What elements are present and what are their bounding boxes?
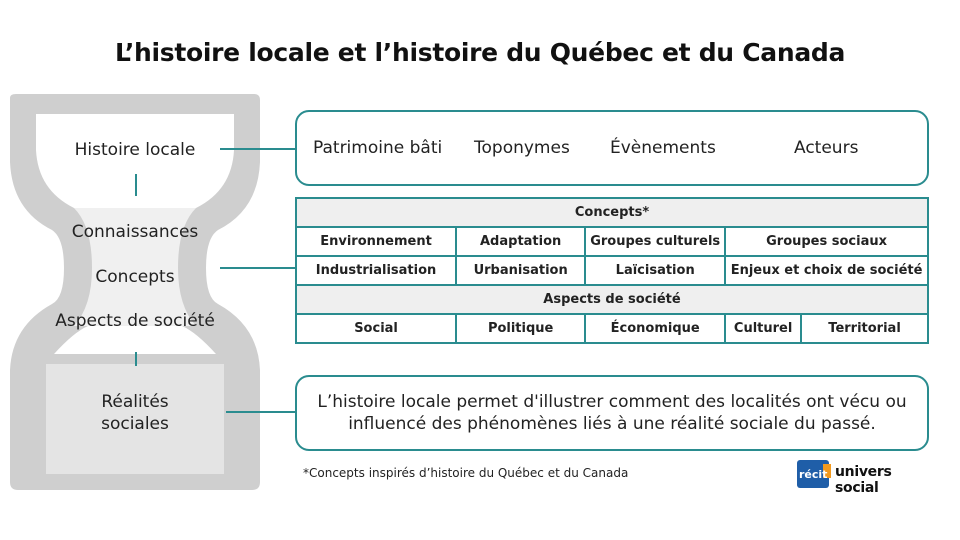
social-reality-box	[295, 375, 929, 451]
recit-badge-icon	[795, 456, 835, 492]
concept-cell: Environnement	[296, 227, 456, 256]
aspects-header: Aspects de société	[296, 285, 928, 314]
logo-text: univers social	[835, 464, 892, 496]
element-patrimoine: Patrimoine bâti	[313, 138, 443, 158]
concept-cell: Urbanisation	[456, 256, 585, 285]
hourglass-middle-label-2: Concepts	[95, 267, 175, 287]
recit-badge-text: récit	[799, 468, 828, 481]
concept-cell: Groupes culturels	[585, 227, 725, 256]
local-history-elements-box	[295, 110, 929, 186]
aspect-cell: Social	[296, 314, 456, 343]
concept-cell: Industrialisation	[296, 256, 456, 285]
recit-logo	[795, 456, 925, 496]
connector-concepts-table	[220, 267, 296, 269]
social-reality-line-2: influencé des phénomènes liés à une réalité sociale du passé.	[348, 414, 876, 434]
social-reality-text	[297, 377, 927, 449]
social-reality-line-1: L’histoire locale permet d'illustrer comment des localités ont vécu ou	[317, 392, 907, 412]
hourglass-bottom-label-1: Réalités	[101, 392, 169, 412]
hourglass-connector-bottom	[135, 352, 137, 366]
page-title: L’histoire locale et l’histoire du Québec et du Canada	[114, 38, 846, 67]
hourglass-connector-top	[135, 174, 137, 196]
aspect-cell: Culturel	[725, 314, 801, 343]
connector-reality-box	[226, 411, 296, 413]
hourglass-top-label: Histoire locale	[74, 140, 196, 160]
aspect-cell: Territorial	[801, 314, 928, 343]
aspect-cell: Politique	[456, 314, 585, 343]
element-acteurs: Acteurs	[794, 138, 859, 158]
concept-cell: Adaptation	[456, 227, 585, 256]
concepts-table	[295, 197, 929, 344]
hourglass-graphic	[0, 90, 270, 500]
hourglass-middle-label-3: Aspects de société	[55, 311, 215, 331]
element-toponymes: Toponymes	[474, 138, 570, 158]
concept-cell: Enjeux et choix de société	[725, 256, 928, 285]
footnote: *Concepts inspirés d’histoire du Québec et du Canada	[303, 466, 629, 480]
element-evenements: Évènements	[610, 138, 716, 158]
hourglass-middle-label-1: Connaissances	[71, 222, 199, 242]
concept-cell: Groupes sociaux	[725, 227, 928, 256]
connector-top-box	[220, 148, 296, 150]
hourglass-bottom-label-2: sociales	[101, 414, 169, 434]
concepts-header: Concepts*	[296, 198, 928, 227]
aspect-cell: Économique	[585, 314, 725, 343]
concept-cell: Laïcisation	[585, 256, 725, 285]
